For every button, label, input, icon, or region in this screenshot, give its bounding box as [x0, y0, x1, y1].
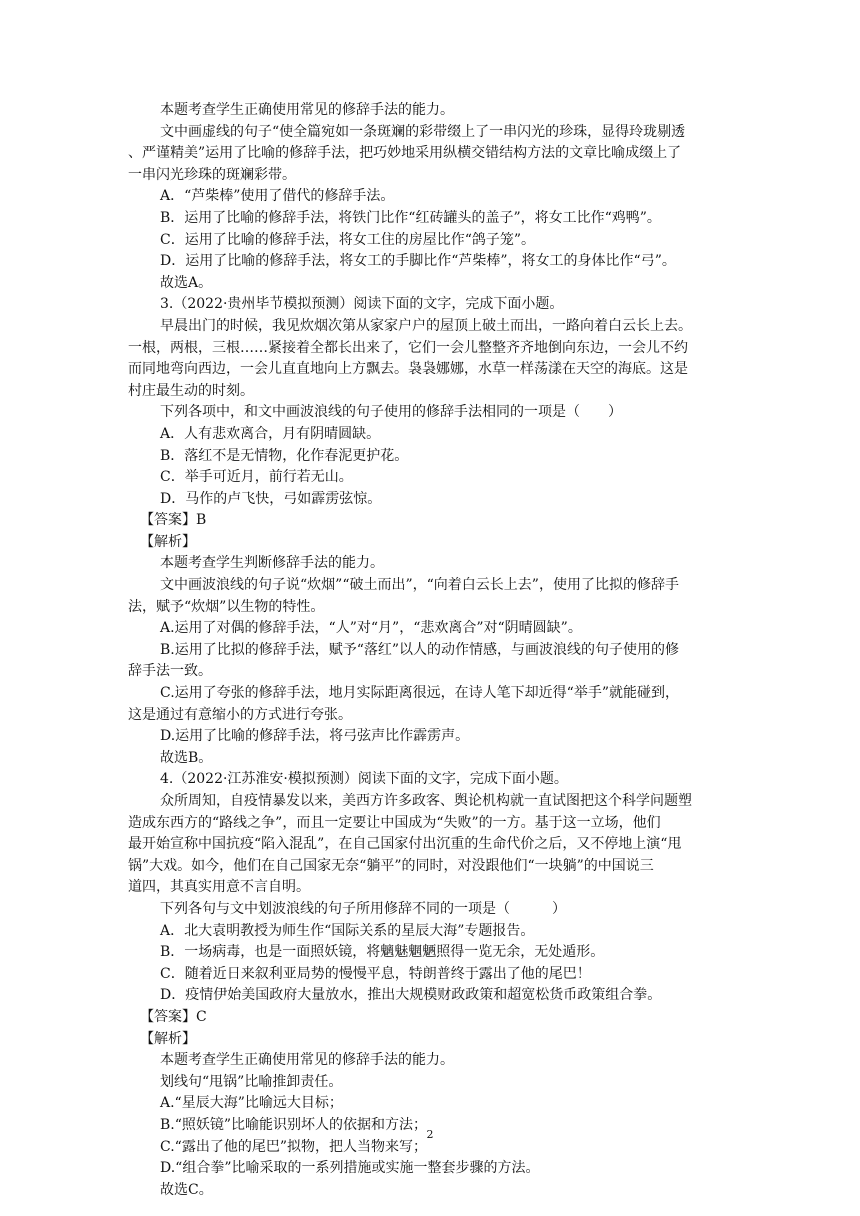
text-line: D.运用了比喻的修辞手法，将弓弦声比作霹雳声。 — [160, 728, 470, 745]
text-line: C．运用了比喻的修辞手法，将女工住的房屋比作“鸽子笼”。 — [160, 231, 536, 248]
text-line: 文中画波浪线的句子说“炊烟”“破土而出”，“向着白云长上去”，使用了比拟的修辞手 — [160, 577, 679, 594]
text-line: 故选C。 — [160, 1181, 213, 1198]
text-line: A．人有悲欢离合，月有阴晴圆缺。 — [160, 425, 381, 442]
text-line: 锅”大戏。如今，他们在自己国家无奈“躺平”的同时，对没跟他们“一块躺”的中国说三 — [128, 857, 654, 874]
text-line: 最开始宣称中国抗疫“陷入混乱”，在自己国家付出沉重的生命代价之后，又不停地上演“甩 — [128, 836, 682, 853]
page-number: 2 — [426, 1128, 434, 1141]
text-line: A．“芦柴棒”使用了借代的修辞手法。 — [160, 188, 395, 205]
text-line: 本题考查学生正确使用常见的修辞手法的能力。 — [160, 1052, 454, 1069]
text-line: D．马作的卢飞快，弓如霹雳弦惊。 — [160, 490, 382, 507]
text-line: C.“露出了他的尾巴”拟物，把人当物来写； — [160, 1138, 427, 1155]
text-line: A.运用了对偶的修辞手法，“人”对“月”，“悲欢离合”对“阴晴圆缺”。 — [160, 620, 582, 637]
text-line: 造成东西方的“路线之争”，而且一定要让中国成为“失败”的一方。基于这一立场，他们 — [128, 814, 661, 831]
document-body — [128, 100, 734, 1201]
text-line: 一串闪光珍珠的斑斓彩带。 — [128, 166, 296, 183]
text-line: 本题考查学生正确使用常见的修辞手法的能力。 — [160, 102, 454, 118]
text-line: C.运用了夸张的修辞手法，地月实际距离很远，在诗人笔下却近得“举手”就能碰到， — [160, 685, 679, 702]
text-line: 故选A。 — [160, 274, 213, 291]
text-line: C．随着近日来叙利亚局势的慢慢平息，特朗普终于露出了他的尾巴！ — [160, 965, 591, 982]
text-line: 【答案】C — [140, 1008, 207, 1025]
text-line: B．一场病毒，也是一面照妖镜，将魑魅魍魉照得一览无余，无处遁形。 — [160, 944, 605, 961]
text-line: B.“照妖镜”比喻能识别坏人的依据和方法； — [160, 1116, 428, 1133]
text-line: D.“组合拳”比喻采取的一系列措施或实施一整套步骤的方法。 — [160, 1160, 540, 1177]
text-line: 下列各项中，和文中画波浪线的句子使用的修辞手法相同的一项是（ ） — [160, 404, 622, 421]
text-line: 3.（2022·贵州毕节模拟预测）阅读下面的文字，完成下面小题。 — [160, 296, 564, 313]
text-line: 、严谨精美”运用了比喻的修辞手法，把巧妙地采用纵横交错结构方法的文章比喻成缀上了 — [128, 145, 682, 162]
text-line: 【解析】 — [140, 533, 196, 550]
text-line: 而同地弯向西边，一会儿直直地向上方飘去。袅袅娜娜，水草一样荡漾在天空的海底。这是 — [128, 361, 688, 378]
text-line: 道四，其真实用意不言自明。 — [128, 879, 310, 896]
text-line: 早晨出门的时候，我见炊烟次第从家家户户的屋顶上破土而出，一路向着白云长上去。 — [160, 317, 692, 334]
text-line: A.“星辰大海”比喻远大目标； — [160, 1095, 343, 1112]
text-line: 【答案】B — [140, 512, 207, 529]
text-line: A．北大袁明教授为师生作“国际关系的星辰大海”专题报告。 — [160, 922, 535, 939]
text-line: D．疫情伊始美国政府大量放水，推出大规模财政政策和超宽松货币政策组合拳。 — [160, 987, 662, 1004]
text-line: B．落红不是无情物，化作春泥更护花。 — [160, 447, 409, 464]
text-line: C．举手可近月，前行若无山。 — [160, 469, 353, 486]
text-line: 辞手法一致。 — [128, 663, 212, 680]
text-line: 村庄最生动的时刻。 — [128, 382, 254, 399]
text-line: 【解析】 — [140, 1030, 196, 1047]
text-line: 下列各句与文中划波浪线的句子所用修辞不同的一项是（ ） — [160, 900, 566, 917]
text-line: 法，赋予“炊烟”以生物的特性。 — [128, 598, 325, 615]
text-line: D．运用了比喻的修辞手法，将女工的手脚比作“芦柴棒”，将女工的身体比作“弓”。 — [160, 253, 676, 270]
text-line: 这是通过有意缩小的方式进行夸张。 — [128, 706, 352, 723]
text-line: 划线句“甩锅”比喻推卸责任。 — [160, 1073, 343, 1090]
text-line: 文中画虚线的句子“使全篇宛如一条斑斓的彩带缀上了一串闪光的珍珠，显得玲珑剔透 — [160, 123, 686, 140]
text-line: 本题考查学生判断修辞手法的能力。 — [160, 555, 384, 572]
text-line: 故选B。 — [160, 749, 213, 766]
text-line: 众所周知，自疫情暴发以来，美西方许多政客、舆论机构就一直试图把这个科学问题塑 — [160, 793, 692, 809]
text-line: 4.（2022·江苏淮安·模拟预测）阅读下面的文字，完成下面小题。 — [160, 771, 568, 788]
text-line: B.运用了比拟的修辞手法，赋予“落红”以人的动作情感，与画波浪线的句子使用的修 — [160, 641, 680, 658]
text-line: B．运用了比喻的修辞手法，将铁门比作“红砖罐头的盖子”，将女工比作“鸡鸭”。 — [160, 209, 661, 226]
text-line: 一根，两根，三根……紧接着全都长出来了，它们一会儿整整齐齐地倒向东边，一会儿不约 — [128, 339, 688, 356]
